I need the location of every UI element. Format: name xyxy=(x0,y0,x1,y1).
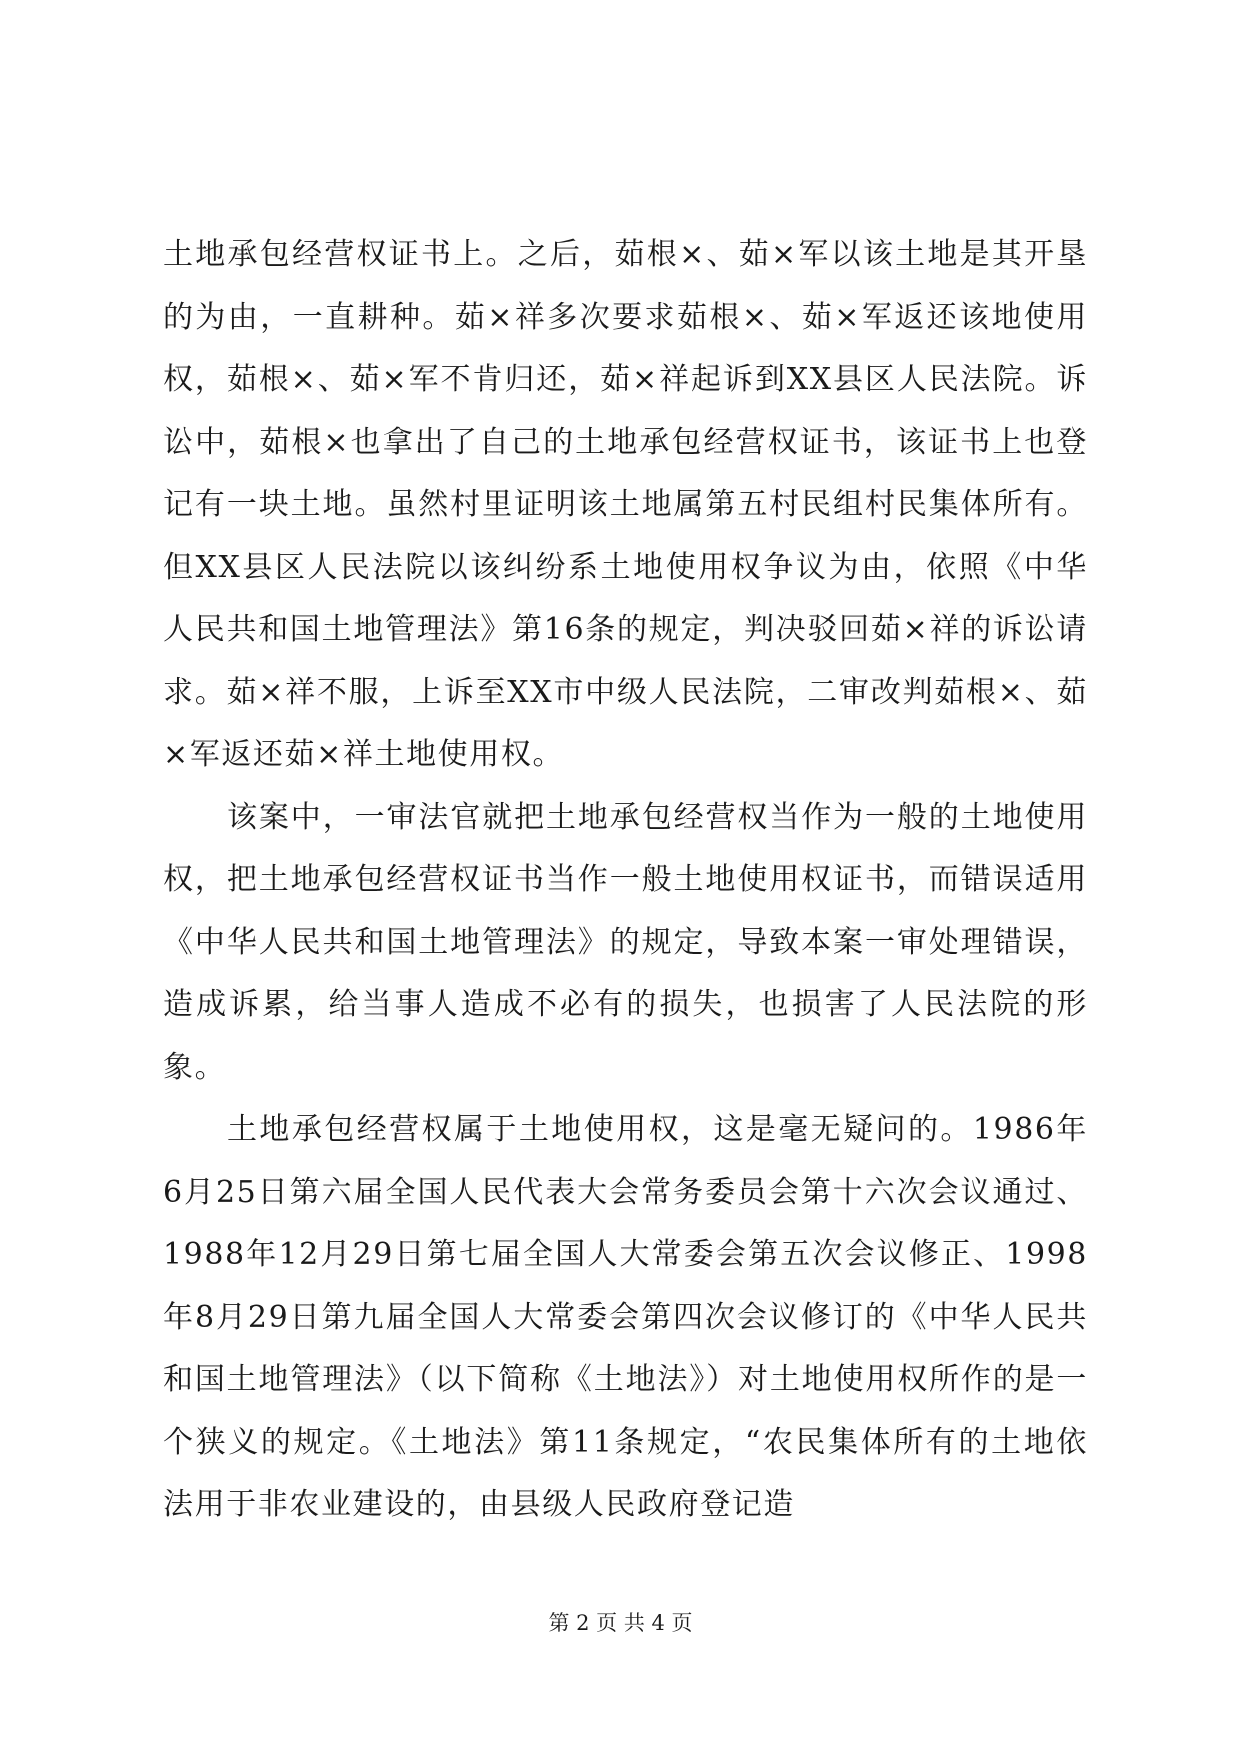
paragraph-case-facts: 土地承包经营权证书上。之后，茹根×、茹×军以该土地是其开垦的为由，一直耕种。茹×祥多次要求茹根×、茹×军返还该地使用权，茹根×、茹×军不肯归还，茹×祥起诉到XX县区人民法院。诉讼中，茹根×也拿出了自己的土地承包经营权证书，该证书上也登记有一块土地。虽然村里证明该土地属第五村民组村民集体所有。但XX县区人民法院以该纠纷系土地使用权争议为由，依照《中华人民共和国土地管理法》第16条的规定，判决驳回茹×祥的诉讼请求。茹×祥不服，上诉至XX市中级人民法院，二审改判茹根×、茹×军返还茹×祥土地使用权。 xyxy=(163,237,1088,772)
document-body xyxy=(163,224,1088,1537)
page-number-footer: 第 2 页 共 4 页 xyxy=(548,1611,693,1635)
paragraph-legal-basis: 土地承包经营权属于土地使用权，这是毫无疑问的。1986年6月25日第六届全国人民代表大会常务委员会第十六次会议通过、1988年12月29日第七届全国人大常委会第五次会议修正、1998年8月29日第九届全国人大常委会第四次会议修订的《中华人民共和国土地管理法》（以下简称《土地法》）对土地使用权所作的是一个狭义的规定。《土地法》第11条规定，“农民集体所有的土地依法用于非农业建设的，由县级人民政府登记造 xyxy=(163,1112,1088,1522)
paragraph-case-analysis: 该案中，一审法官就把土地承包经营权当作为一般的土地使用权，把土地承包经营权证书当作一般土地使用权证书，而错误适用《中华人民共和国土地管理法》的规定，导致本案一审处理错误，造成诉累，给当事人造成不必有的损失，也损害了人民法院的形象。 xyxy=(163,799,1088,1085)
